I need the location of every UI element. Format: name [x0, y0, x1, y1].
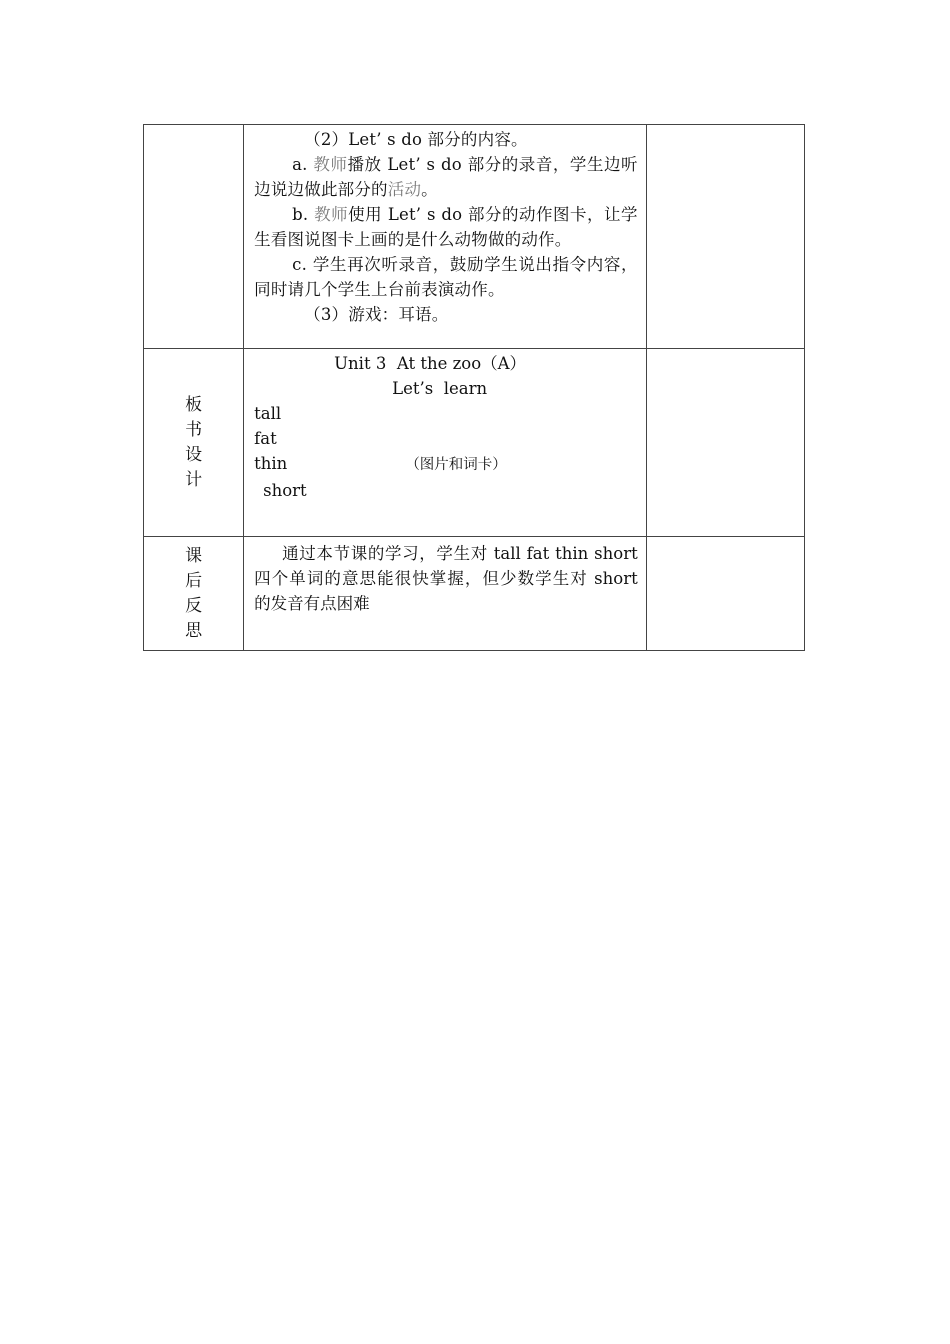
reflection-content [244, 537, 647, 651]
teaching-steps-row [144, 125, 805, 349]
board-caption: （图片和词卡） [405, 457, 507, 473]
board-word-fat: fat [254, 429, 277, 448]
reflection-note-cell [646, 537, 804, 651]
board-word-thin-line [254, 451, 638, 478]
board-word-tall: tall [254, 404, 282, 423]
step-item-c: c. 学生再次听录音，鼓励学生说出指令内容，同时请几个学生上台前表演动作。 [254, 255, 638, 299]
step-2-heading: （2）Let’ s do 部分的内容。 [304, 130, 528, 149]
board-word-thin: thin [254, 454, 288, 473]
reflection-label-cell [144, 537, 244, 651]
board-design-row [144, 349, 805, 537]
teaching-steps-label-cell [144, 125, 244, 349]
teaching-steps-note-cell [646, 125, 804, 349]
teaching-steps-content [244, 125, 647, 349]
board-design-content [244, 349, 647, 537]
reflection-row [144, 537, 805, 651]
board-design-note-cell [646, 349, 804, 537]
board-title: Unit 3 At the zoo（A） [334, 354, 527, 373]
reflection-text: 通过本节课的学习，学生对 tall fat thin short 四个单词的意思能很快掌握，但少数学生对 short 的发音有点困难 [254, 544, 638, 613]
board-design-label: 板书设计 [185, 394, 203, 490]
step-item-a: a. 教师播放 Let’ s do 部分的录音，学生边听边说边做此部分的活动。 [254, 155, 638, 199]
step-3-heading: （3）游戏：耳语。 [304, 305, 449, 324]
lesson-plan-table [143, 124, 805, 651]
board-word-short: short [263, 481, 307, 500]
board-design-label-cell [144, 349, 244, 537]
reflection-label: 课后反思 [185, 545, 203, 641]
board-subtitle: Let’s learn [392, 379, 488, 398]
step-item-b: b. 教师使用 Let’ s do 部分的动作图卡，让学生看图说图卡上画的是什么动物做的动作。 [254, 205, 638, 249]
